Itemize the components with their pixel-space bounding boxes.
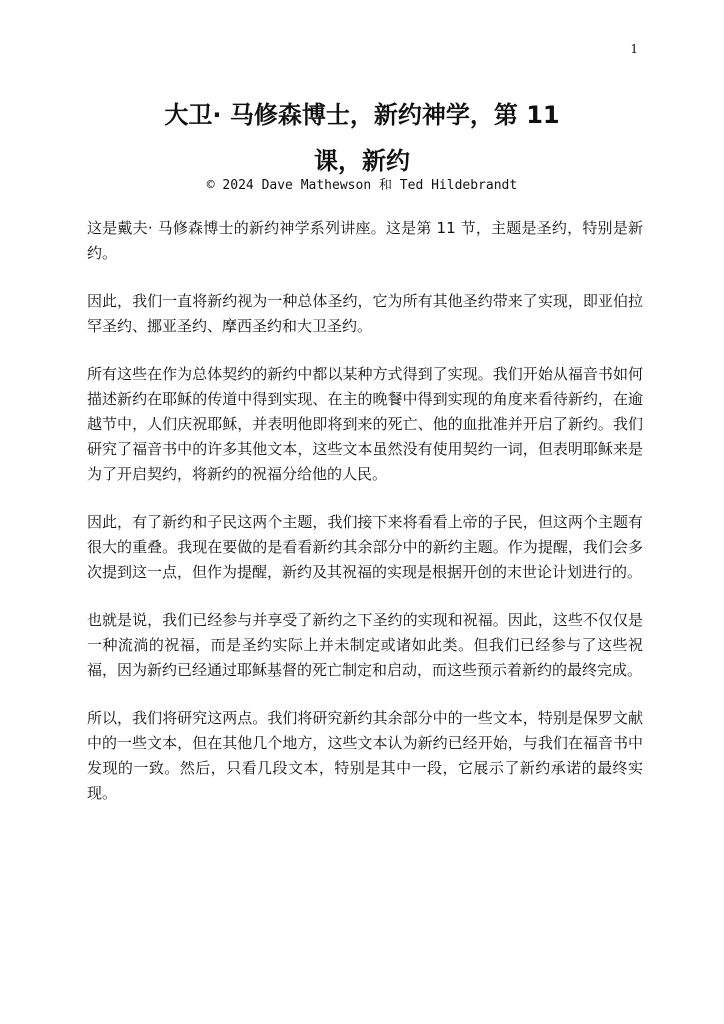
paragraph-1: 这是戴夫· 马修森博士的新约神学系列讲座。这是第 11 节，主题是圣约，特别是新约。 bbox=[87, 219, 643, 262]
paragraph-4: 因此，有了新约和子民这两个主题，我们接下来将看看上帝的子民，但这两个主题有很大的重叠。我现在要做的是看看新约其余部分中的新约主题。作为提醒，我们会多次提到这一点，但作为提醒，新约及其祝福的实现是根据开创的末世论计划进行的。 bbox=[87, 513, 643, 581]
title-line-2: 课，新约 bbox=[314, 147, 410, 175]
copyright-line: © 2024 Dave Mathewson 和 Ted Hildebrandt bbox=[206, 178, 518, 193]
title-line-1: 大卫· 马修森博士，新约神学，第 11 bbox=[164, 101, 560, 129]
paragraph-5: 也就是说，我们已经参与并享受了新约之下圣约的实现和祝福。因此，这些不仅仅是一种流淌的祝福，而是圣约实际上并未制定或诸如此类。但我们已经参与了这些祝福，因为新约已经通过耶稣基督的死亡制定和启动，而这些预示着新约的最终完成。 bbox=[87, 611, 643, 679]
paragraph-6: 所以，我们将研究这两点。我们将研究新约其余部分中的一些文本，特别是保罗文献中的一些文本，但在其他几个地方，这些文本认为新约已经开始，与我们在福音书中发现的一致。然后，只看几段文本，特别是其中一段，它展示了新约承诺的最终实现。 bbox=[87, 709, 643, 802]
document-title bbox=[60, 92, 664, 184]
paragraph-2: 因此，我们一直将新约视为一种总体圣约，它为所有其他圣约带来了实现，即亚伯拉罕圣约、挪亚圣约、摩西圣约和大卫圣约。 bbox=[87, 292, 643, 335]
page-number: 1 bbox=[630, 42, 638, 56]
body-text bbox=[87, 216, 643, 829]
paragraph-3: 所有这些在作为总体契约的新约中都以某种方式得到了实现。我们开始从福音书如何描述新约在耶稣的传道中得到实现、在主的晚餐中得到实现的角度来看待新约，在逾越节中，人们庆祝耶稣，并表明他即将到来的死亡、他的血批准并开启了新约。我们研究了福音书中的许多其他文本，这些文本虽然没有使用契约一词，但表明耶稣来是为了开启契约，将新约的祝福分给他的人民。 bbox=[87, 365, 643, 483]
